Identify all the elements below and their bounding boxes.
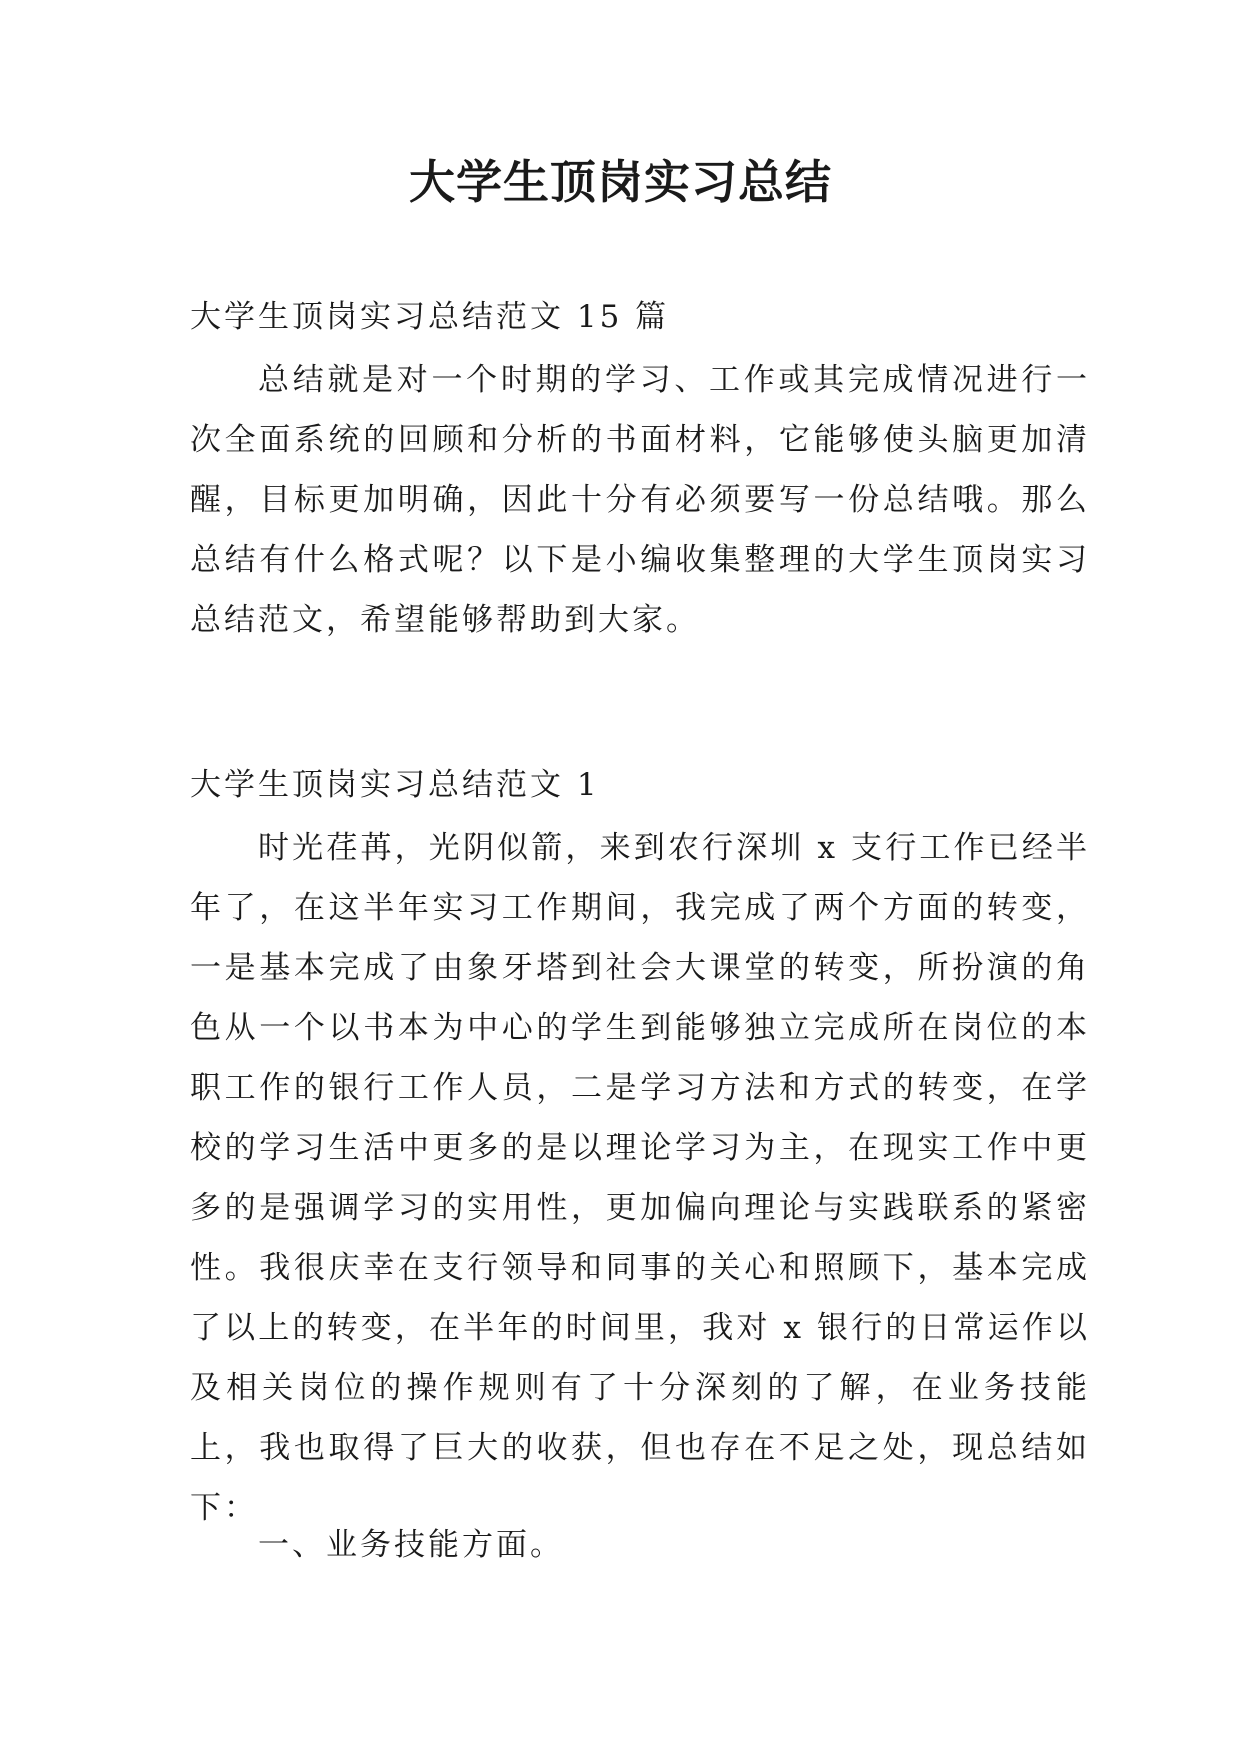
body-paragraph: 时光荏苒，光阴似箭，来到农行深圳 x 支行工作已经半年了，在这半年实习工作期间，我完成了两个方面的转变，一是基本完成了由象牙塔到社会大课堂的转变，所扮演的角色从一个以书本为中心的学生到能够独立完成所在岗位的本职工作的银行工作人员，二是学习方法和方式的转变，在学校的学习生活中更多的是以理论学习为主，在现实工作中更多的是强调学习的实用性，更加偏向理论与实践联系的紧密性。我很庆幸在支行领导和同事的关心和照顾下，基本完成了以上的转变，在半年的时间里，我对 x 银行的日常运作以及相关岗位的操作规则有了十分深刻的了解，在业务技能上，我也取得了巨大的收获，但也存在不足之处，现总结如下：: [190, 830, 1090, 1526]
intro-paragraph: 总结就是对一个时期的学习、工作或其完成情况进行一次全面系统的回顾和分析的书面材料，它能够使头脑更加清醒，目标更加明确，因此十分有必须要写一份总结哦。那么总结有什么格式呢？以下是小编收集整理的大学生顶岗实习总结范文，希望能够帮助到大家。: [190, 362, 1090, 638]
sub-heading: 一、业务技能方面。: [258, 1527, 564, 1563]
section-heading: 大学生顶岗实习总结范文 1: [190, 767, 600, 803]
document-subtitle: 大学生顶岗实习总结范文 15 篇: [190, 299, 670, 335]
document-title: 大学生顶岗实习总结: [409, 155, 832, 209]
